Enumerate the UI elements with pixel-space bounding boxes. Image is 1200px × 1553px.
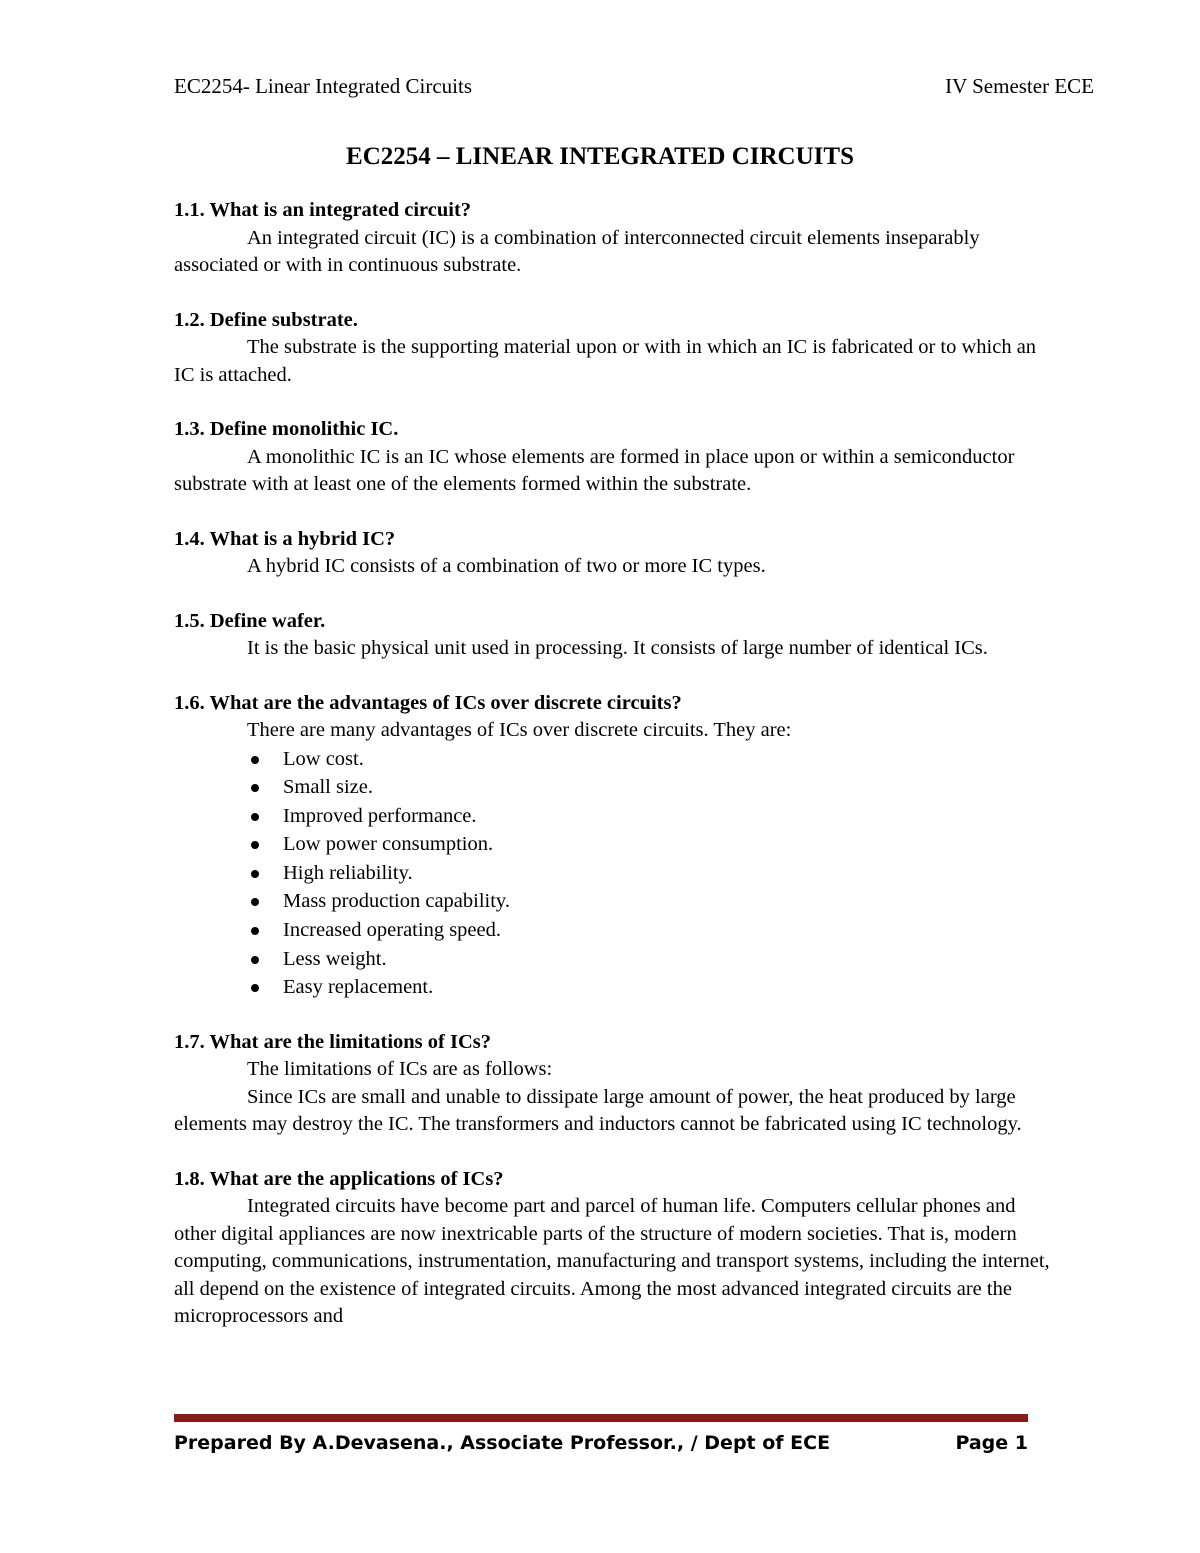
list-item-text: Mass production capability.: [283, 890, 510, 913]
footer-divider: [174, 1414, 1028, 1422]
section-heading: 1.1. What is an integrated circuit?: [174, 199, 472, 221]
section-1-3: [174, 416, 1054, 499]
section-intro: There are many advantages of ICs over discrete circuits. They are:: [247, 719, 792, 741]
section-text: A hybrid IC consists of a combination of two or more IC types.: [247, 555, 766, 577]
list-item: [247, 859, 1054, 888]
section-text: The substrate is the supporting material upon or with in which an IC is fabricated or to which an IC is attached.: [174, 336, 1037, 386]
section-text: Integrated circuits have become part and parcel of human life. Computers cellular phones and other digital appliances are now inextricable parts of the structure of modern societies. That is, modern computing, communications, instrumentation, manufacturing and transport systems, including the internet, all depend on the existence of integrated circuits. Among the most advanced integrated circuits are the microprocessors and: [174, 1195, 1050, 1328]
section-1-8: [174, 1166, 1054, 1331]
list-item-text: Easy replacement.: [283, 976, 434, 999]
section-1-7: [174, 1029, 1054, 1139]
section-1-1: [174, 197, 1054, 280]
section-intro: The limitations of ICs are as follows:: [247, 1058, 553, 1081]
list-item: [247, 745, 1054, 774]
bullet-icon: [251, 841, 259, 849]
bullet-icon: [251, 956, 259, 964]
document-title: EC2254 – LINEAR INTEGRATED CIRCUITS: [346, 143, 854, 170]
list-item-text: Improved performance.: [283, 804, 477, 827]
bullet-icon: [251, 898, 259, 906]
section-1-5: [174, 608, 1054, 663]
section-text: A monolithic IC is an IC whose elements are formed in place upon or within a semiconductor substrate with at least one of the elements formed within the substrate.: [174, 445, 1015, 495]
page-number: Page 1: [955, 1432, 1028, 1454]
list-item: [247, 916, 1054, 945]
list-item-text: High reliability.: [283, 861, 413, 884]
section-heading: 1.3. Define monolithic IC.: [174, 418, 399, 440]
advantages-list: [174, 745, 1054, 1002]
section-heading: 1.2. Define substrate.: [174, 308, 358, 331]
list-item: [247, 802, 1054, 831]
running-header: [174, 72, 1094, 100]
list-item: [247, 830, 1054, 859]
list-item-text: Small size.: [283, 776, 373, 799]
bullet-icon: [251, 784, 259, 792]
section-heading: 1.8. What are the applications of ICs?: [174, 1167, 504, 1190]
section-heading: 1.4. What is a hybrid IC?: [174, 527, 396, 550]
page-footer: [174, 1428, 1028, 1458]
section-1-4: [174, 526, 1054, 581]
header-course-title: EC2254- Linear Integrated Circuits: [174, 74, 472, 98]
list-item: [247, 773, 1054, 802]
section-text: Since ICs are small and unable to dissipate large amount of power, the heat produced by large elements may destroy the IC. The transformers and inductors cannot be fabricated using IC technology.: [174, 1085, 1022, 1136]
list-item: [247, 945, 1054, 974]
section-1-6: [174, 690, 1054, 1002]
list-item: [247, 973, 1054, 1002]
section-text: It is the basic physical unit used in processing. It consists of large number of identical ICs.: [247, 637, 988, 659]
section-heading: 1.6. What are the advantages of ICs over discrete circuits?: [174, 691, 682, 714]
section-heading: 1.7. What are the limitations of ICs?: [174, 1030, 491, 1053]
document-body: [174, 197, 1054, 1358]
bullet-icon: [251, 813, 259, 821]
section-text: An integrated circuit (IC) is a combination of interconnected circuit elements inseparably associated or with in continuous substrate.: [174, 226, 980, 276]
list-item: [247, 887, 1054, 916]
list-item-text: Increased operating speed.: [283, 919, 501, 942]
list-item-text: Less weight.: [283, 947, 387, 970]
section-1-2: [174, 307, 1054, 390]
footer-author: Prepared By A.Devasena., Associate Professor., / Dept of ECE: [174, 1432, 831, 1454]
section-heading: 1.5. Define wafer.: [174, 609, 326, 632]
list-item-text: Low power consumption.: [283, 833, 494, 856]
header-semester: IV Semester ECE: [945, 74, 1094, 98]
bullet-icon: [251, 927, 259, 935]
list-item-text: Low cost.: [283, 747, 364, 770]
bullet-icon: [251, 870, 259, 878]
bullet-icon: [251, 984, 259, 992]
bullet-icon: [251, 756, 259, 764]
